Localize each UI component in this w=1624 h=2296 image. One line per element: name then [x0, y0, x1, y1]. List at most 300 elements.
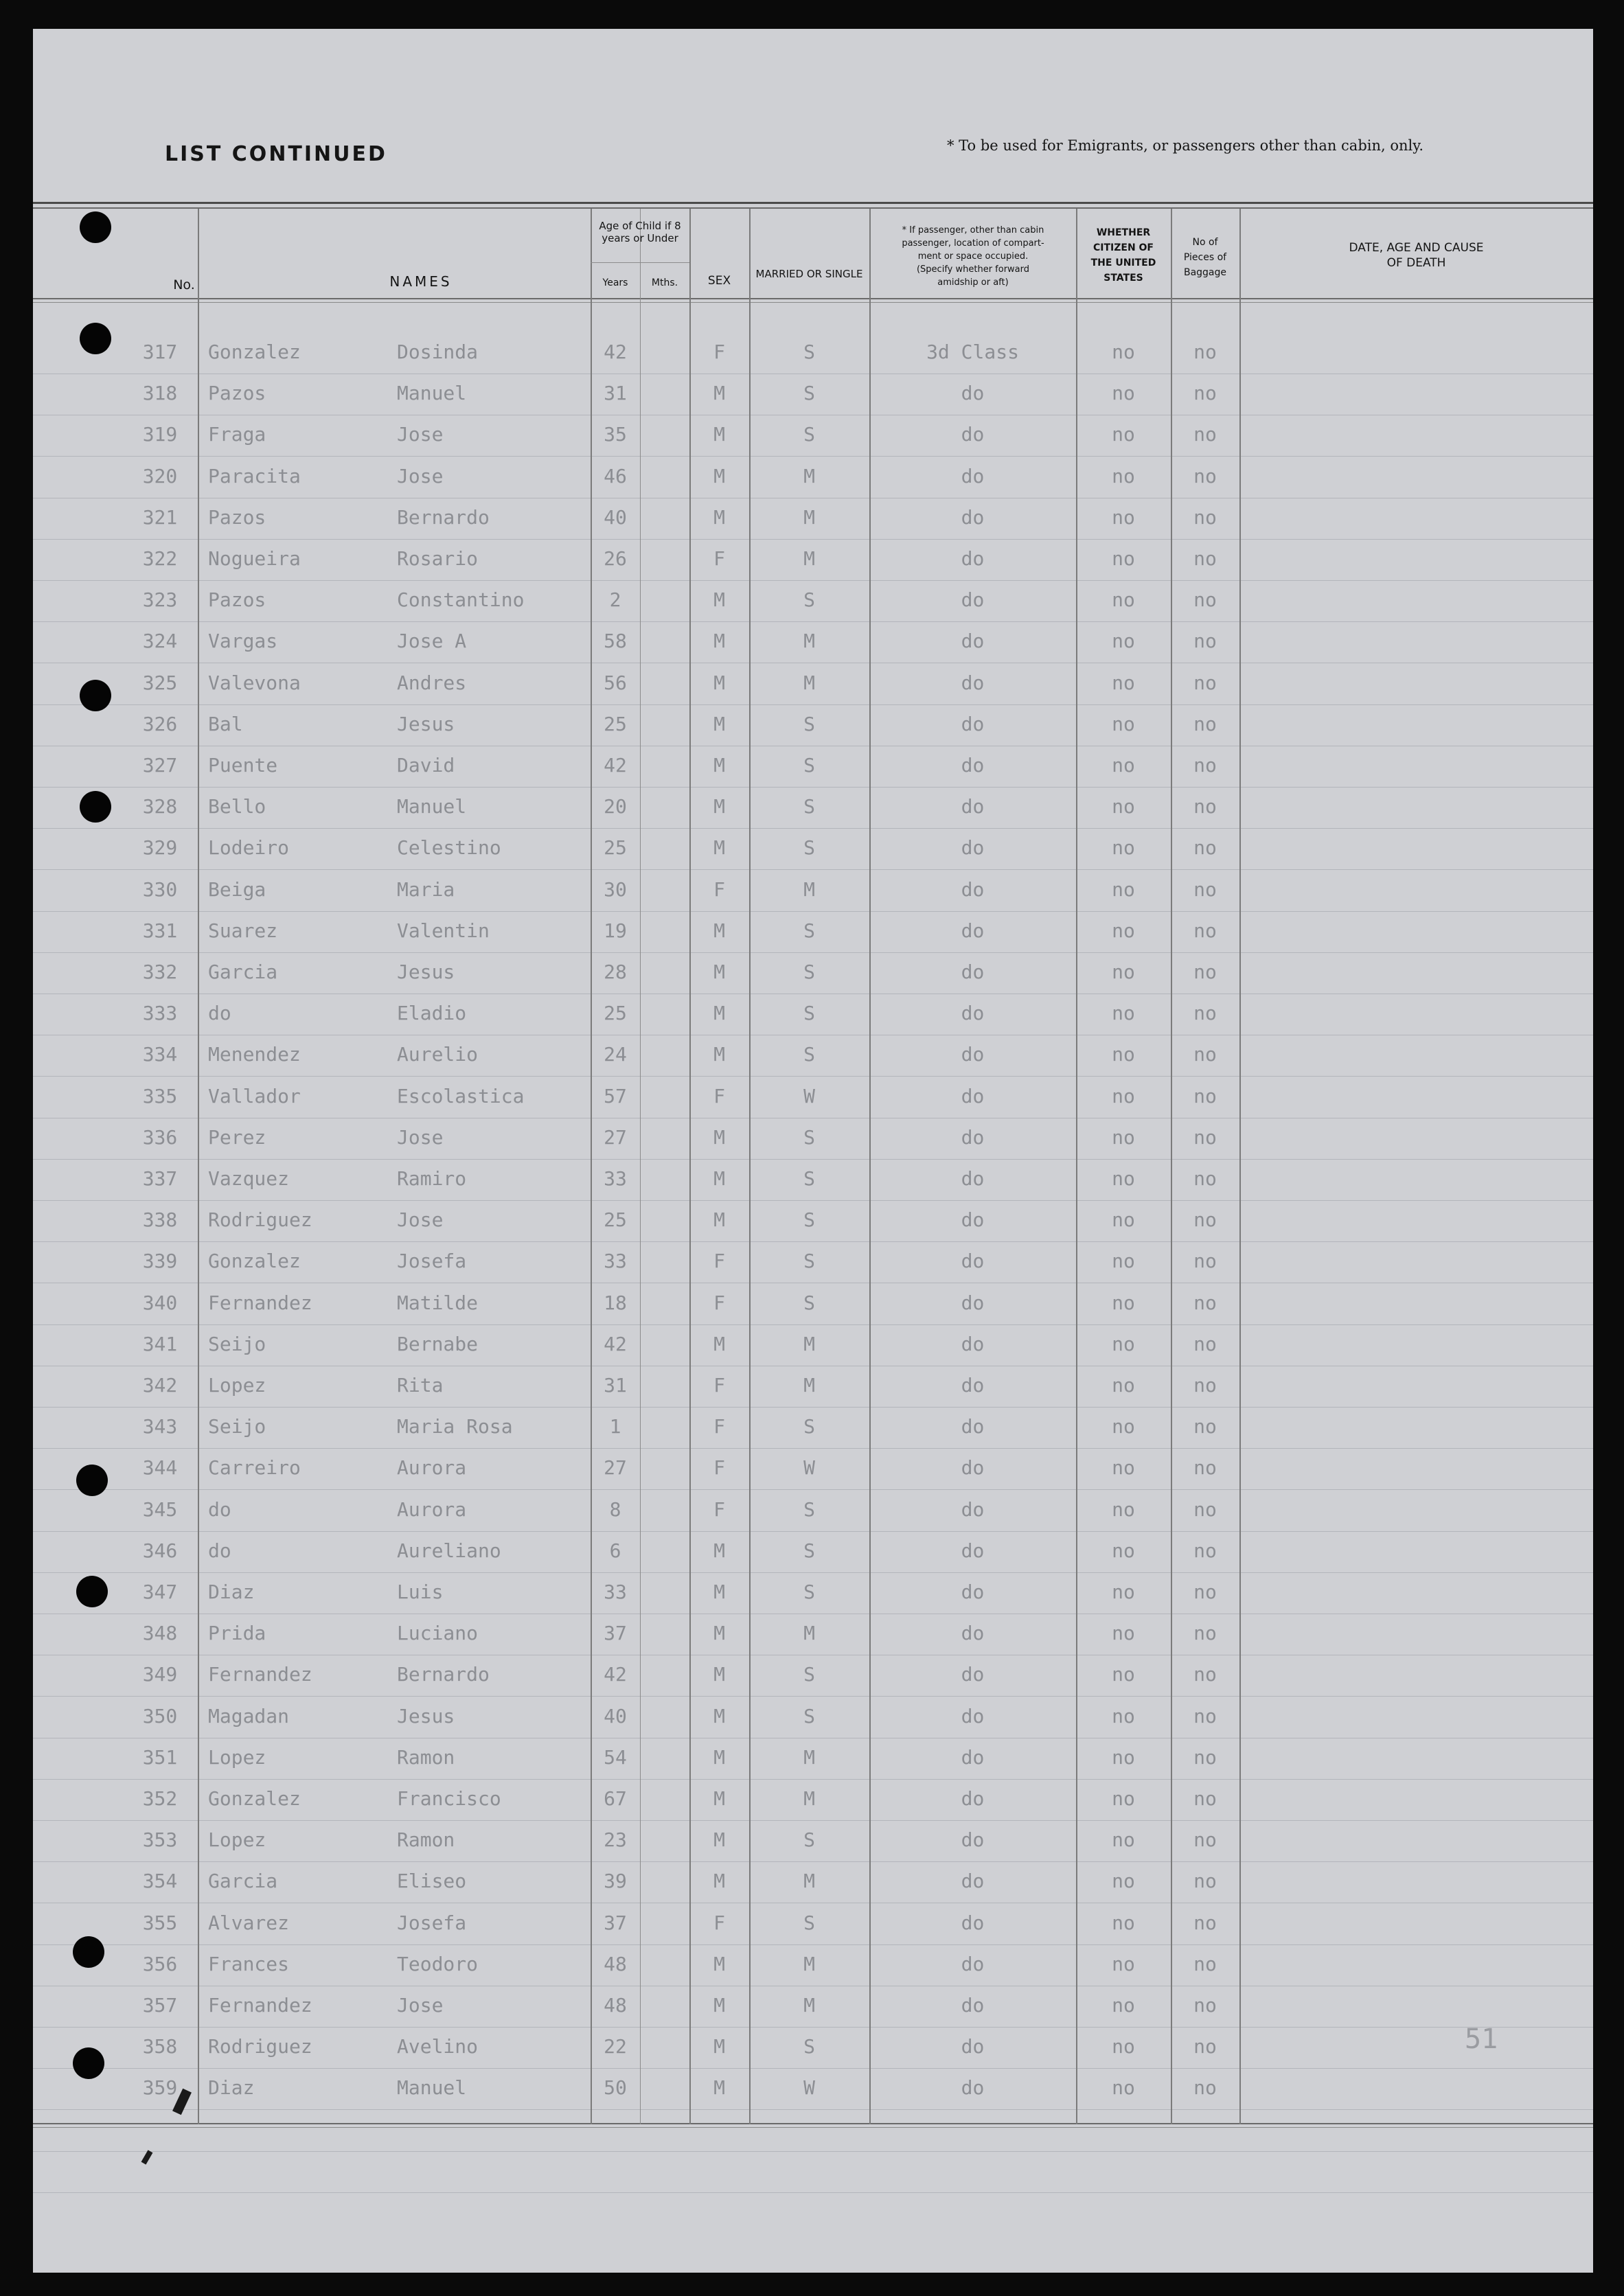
row-sex: F: [713, 1250, 725, 1272]
row-age: 37: [604, 1912, 627, 1934]
row-location: do: [961, 1539, 985, 1562]
row-location: do: [961, 1043, 985, 1066]
row-surname: Pazos: [208, 506, 266, 529]
row-sex: M: [713, 713, 725, 735]
row-number: 349: [142, 1663, 178, 1686]
row-citizen: no: [1112, 961, 1135, 983]
citizen-line-2: CITIZEN OF: [1093, 242, 1154, 253]
row-number: 340: [142, 1292, 178, 1314]
row-number: 346: [142, 1539, 178, 1562]
header-bottom-rule: [33, 298, 1593, 299]
row-citizen: no: [1112, 1539, 1135, 1562]
row-number: 319: [142, 423, 178, 446]
row-citizen: no: [1112, 1415, 1135, 1438]
row-citizen: no: [1112, 1456, 1135, 1479]
row-location: do: [961, 713, 985, 735]
row-surname: Beiga: [208, 878, 266, 901]
row-given-name: Ramiro: [397, 1167, 467, 1190]
row-marital-status: S: [803, 1002, 815, 1024]
row-location: do: [961, 1622, 985, 1644]
row-number: 353: [142, 1828, 178, 1851]
passenger-line-5: amidship or aft): [937, 277, 1009, 288]
row-citizen: no: [1112, 836, 1135, 859]
ruled-line: [33, 1572, 1593, 1573]
punch-hole: [76, 1576, 108, 1607]
death-line-1: DATE, AGE AND CAUSE: [1349, 241, 1484, 255]
punch-hole: [80, 211, 111, 243]
row-surname: Bello: [208, 795, 266, 818]
row-baggage: no: [1193, 961, 1217, 983]
row-given-name: Aurora: [397, 1498, 467, 1521]
row-surname: Vargas: [208, 630, 278, 652]
row-age: 22: [604, 2035, 627, 2058]
row-marital-status: M: [803, 1994, 815, 2017]
row-baggage: no: [1193, 2035, 1217, 2058]
row-age: 40: [604, 1705, 627, 1727]
row-sex: F: [713, 1085, 725, 1107]
row-marital-status: M: [803, 878, 815, 901]
row-baggage: no: [1193, 1043, 1217, 1066]
ruled-line: [33, 787, 1593, 788]
row-sex: M: [713, 1581, 725, 1603]
row-sex: M: [713, 1746, 725, 1769]
row-given-name: Francisco: [397, 1787, 501, 1810]
ruled-line: [33, 1324, 1593, 1325]
row-given-name: Jesus: [397, 713, 455, 735]
row-number: 347: [142, 1581, 178, 1603]
row-number: 331: [142, 919, 178, 942]
row-sex: M: [713, 1126, 725, 1149]
punch-hole: [73, 2047, 104, 2079]
row-marital-status: S: [803, 1539, 815, 1562]
row-marital-status: S: [803, 1663, 815, 1686]
row-citizen: no: [1112, 382, 1135, 404]
row-marital-status: S: [803, 1208, 815, 1231]
passenger-line-3: ment or space occupied.: [917, 251, 1029, 262]
row-citizen: no: [1112, 1581, 1135, 1603]
row-baggage: no: [1193, 754, 1217, 777]
ruled-line: [33, 1820, 1593, 1821]
row-location: do: [961, 1456, 985, 1479]
row-citizen: no: [1112, 754, 1135, 777]
row-marital-status: S: [803, 713, 815, 735]
row-marital-status: W: [803, 2076, 815, 2099]
row-surname: do: [208, 1539, 231, 1562]
row-baggage: no: [1193, 1374, 1217, 1397]
row-age: 58: [604, 630, 627, 652]
row-citizen: no: [1112, 1498, 1135, 1521]
row-citizen: no: [1112, 465, 1135, 487]
row-baggage: no: [1193, 919, 1217, 942]
row-surname: Nogueira: [208, 547, 301, 570]
row-given-name: Jose: [397, 1994, 444, 2017]
row-sex: F: [713, 1498, 725, 1521]
row-given-name: Ramon: [397, 1746, 455, 1769]
row-number: 354: [142, 1870, 178, 1892]
row-location: do: [961, 795, 985, 818]
ruled-line: [33, 1448, 1593, 1449]
row-surname: Prida: [208, 1622, 266, 1644]
row-sex: F: [713, 1415, 725, 1438]
ruled-line: [33, 456, 1593, 457]
row-citizen: no: [1112, 588, 1135, 611]
row-citizen: no: [1112, 713, 1135, 735]
row-surname: Gonzalez: [208, 341, 301, 363]
ruled-line: [33, 1076, 1593, 1077]
row-marital-status: S: [803, 1828, 815, 1851]
baggage-line-1: No of: [1192, 237, 1218, 248]
row-baggage: no: [1193, 1622, 1217, 1644]
ruled-line: [33, 869, 1593, 870]
row-surname: Fraga: [208, 423, 266, 446]
row-citizen: no: [1112, 1085, 1135, 1107]
row-location: do: [961, 1746, 985, 1769]
row-location: do: [961, 1167, 985, 1190]
row-given-name: Maria Rosa: [397, 1415, 513, 1438]
row-citizen: no: [1112, 630, 1135, 652]
row-location: do: [961, 836, 985, 859]
row-location: do: [961, 588, 985, 611]
row-marital-status: S: [803, 836, 815, 859]
row-given-name: Luciano: [397, 1622, 479, 1644]
row-number: 327: [142, 754, 178, 777]
row-surname: Diaz: [208, 1581, 255, 1603]
row-baggage: no: [1193, 1333, 1217, 1355]
row-marital-status: S: [803, 1581, 815, 1603]
row-citizen: no: [1112, 1167, 1135, 1190]
row-number: 343: [142, 1415, 178, 1438]
row-location: do: [961, 382, 985, 404]
punch-hole: [76, 1465, 108, 1496]
row-baggage: no: [1193, 1126, 1217, 1149]
row-age: 19: [604, 919, 627, 942]
row-given-name: Josefa: [397, 1250, 467, 1272]
ruled-line: [33, 2068, 1593, 2069]
row-given-name: Constantino: [397, 588, 525, 611]
row-citizen: no: [1112, 2076, 1135, 2099]
punch-hole: [80, 680, 111, 711]
row-sex: M: [713, 1002, 725, 1024]
row-marital-status: S: [803, 754, 815, 777]
row-location: do: [961, 1787, 985, 1810]
row-sex: M: [713, 423, 725, 446]
row-number: 326: [142, 713, 178, 735]
row-sex: M: [713, 919, 725, 942]
header-months: Mths.: [651, 277, 678, 288]
row-number: 323: [142, 588, 178, 611]
top-rule-2: [33, 207, 1593, 209]
row-baggage: no: [1193, 1787, 1217, 1810]
list-title: LIST CONTINUED: [165, 142, 387, 166]
row-age: 6: [609, 1539, 621, 1562]
row-surname: do: [208, 1498, 231, 1521]
row-surname: Suarez: [208, 919, 278, 942]
row-number: 350: [142, 1705, 178, 1727]
ruled-line: [33, 1489, 1593, 1490]
header-age: Age of Child if 8 years or Under: [599, 220, 681, 244]
row-citizen: no: [1112, 1622, 1135, 1644]
row-baggage: no: [1193, 1415, 1217, 1438]
row-number: 333: [142, 1002, 178, 1024]
row-baggage: no: [1193, 1456, 1217, 1479]
row-sex: F: [713, 1912, 725, 1934]
row-sex: M: [713, 1994, 725, 2017]
ruled-line: [33, 1696, 1593, 1697]
row-marital-status: S: [803, 423, 815, 446]
row-number: 344: [142, 1456, 178, 1479]
row-marital-status: S: [803, 1705, 815, 1727]
row-number: 341: [142, 1333, 178, 1355]
row-age: 2: [609, 588, 621, 611]
row-surname: Paracita: [208, 465, 301, 487]
row-location: do: [961, 506, 985, 529]
citizen-line-3: THE UNITED: [1090, 257, 1156, 268]
row-sex: M: [713, 465, 725, 487]
row-baggage: no: [1193, 506, 1217, 529]
row-given-name: Jose: [397, 423, 444, 446]
row-surname: Lopez: [208, 1746, 266, 1769]
row-marital-status: M: [803, 1374, 815, 1397]
ruled-line: [33, 539, 1593, 540]
row-age: 48: [604, 1994, 627, 2017]
row-age: 57: [604, 1085, 627, 1107]
table-bottom-rule: [33, 2123, 1593, 2124]
row-baggage: no: [1193, 1002, 1217, 1024]
header-no: No.: [173, 277, 195, 292]
row-given-name: Bernardo: [397, 1663, 490, 1686]
row-baggage: no: [1193, 1085, 1217, 1107]
row-number: 336: [142, 1126, 178, 1149]
row-marital-status: S: [803, 1415, 815, 1438]
row-given-name: Rosario: [397, 547, 479, 570]
row-citizen: no: [1112, 1787, 1135, 1810]
row-age: 33: [604, 1167, 627, 1190]
row-marital-status: S: [803, 2035, 815, 2058]
row-given-name: Eladio: [397, 1002, 467, 1024]
row-location: do: [961, 1002, 985, 1024]
row-given-name: Josefa: [397, 1912, 467, 1934]
punch-hole: [80, 323, 111, 354]
row-sex: M: [713, 836, 725, 859]
passenger-line-4: (Specify whether forward: [916, 264, 1030, 275]
row-age: 24: [604, 1043, 627, 1066]
row-sex: M: [713, 506, 725, 529]
row-surname: Gonzalez: [208, 1787, 301, 1810]
row-age: 25: [604, 1002, 627, 1024]
ruled-line: [33, 704, 1593, 705]
row-number: 358: [142, 2035, 178, 2058]
row-number: 324: [142, 630, 178, 652]
row-citizen: no: [1112, 878, 1135, 901]
row-surname: Vazquez: [208, 1167, 290, 1190]
row-marital-status: S: [803, 382, 815, 404]
row-marital-status: S: [803, 1912, 815, 1934]
row-surname: Perez: [208, 1126, 266, 1149]
row-location: do: [961, 754, 985, 777]
row-surname: Diaz: [208, 2076, 255, 2099]
row-baggage: no: [1193, 836, 1217, 859]
row-number: 348: [142, 1622, 178, 1644]
row-number: 334: [142, 1043, 178, 1066]
row-citizen: no: [1112, 547, 1135, 570]
row-marital-status: S: [803, 919, 815, 942]
passenger-line-1: * If passenger, other than cabin: [902, 225, 1044, 236]
row-surname: Gonzalez: [208, 1250, 301, 1272]
row-age: 27: [604, 1126, 627, 1149]
row-age: 31: [604, 1374, 627, 1397]
row-given-name: Luis: [397, 1581, 444, 1603]
row-given-name: Avelino: [397, 2035, 479, 2058]
row-number: 320: [142, 465, 178, 487]
row-location: do: [961, 671, 985, 694]
row-baggage: no: [1193, 1292, 1217, 1314]
row-sex: M: [713, 2076, 725, 2099]
row-age: 20: [604, 795, 627, 818]
row-baggage: no: [1193, 1663, 1217, 1686]
top-rule: [33, 202, 1593, 204]
death-line-2: OF DEATH: [1386, 256, 1446, 270]
ruled-line: [33, 2151, 1593, 2152]
header-death: [1239, 240, 1593, 271]
row-marital-status: M: [803, 630, 815, 652]
row-surname: Carreiro: [208, 1456, 301, 1479]
row-location: do: [961, 465, 985, 487]
row-citizen: no: [1112, 423, 1135, 446]
row-location: do: [961, 1126, 985, 1149]
row-location: do: [961, 1994, 985, 2017]
row-given-name: Manuel: [397, 2076, 467, 2099]
row-given-name: Manuel: [397, 795, 467, 818]
row-surname: do: [208, 1002, 231, 1024]
row-number: 322: [142, 547, 178, 570]
row-baggage: no: [1193, 630, 1217, 652]
row-given-name: Andres: [397, 671, 467, 694]
row-sex: M: [713, 588, 725, 611]
row-location: do: [961, 961, 985, 983]
row-number: 318: [142, 382, 178, 404]
row-location: do: [961, 1333, 985, 1355]
row-citizen: no: [1112, 1828, 1135, 1851]
row-age: 39: [604, 1870, 627, 1892]
row-citizen: no: [1112, 1126, 1135, 1149]
row-age: 67: [604, 1787, 627, 1810]
row-number: 332: [142, 961, 178, 983]
row-citizen: no: [1112, 1043, 1135, 1066]
row-given-name: Escolastica: [397, 1085, 525, 1107]
row-citizen: no: [1112, 1994, 1135, 2017]
row-sex: M: [713, 1828, 725, 1851]
row-surname: Fernandez: [208, 1663, 312, 1686]
row-given-name: Aurelio: [397, 1043, 479, 1066]
row-baggage: no: [1193, 1539, 1217, 1562]
row-surname: Rodriguez: [208, 1208, 312, 1231]
row-surname: Vallador: [208, 1085, 301, 1107]
col-sep-years: [640, 209, 641, 2124]
row-surname: Lopez: [208, 1374, 266, 1397]
row-age: 42: [604, 754, 627, 777]
row-age: 40: [604, 506, 627, 529]
row-number: 357: [142, 1994, 178, 2017]
row-age: 35: [604, 423, 627, 446]
row-baggage: no: [1193, 1167, 1217, 1190]
row-baggage: no: [1193, 1250, 1217, 1272]
row-marital-status: S: [803, 1043, 815, 1066]
row-age: 37: [604, 1622, 627, 1644]
row-age: 25: [604, 713, 627, 735]
row-number: 355: [142, 1912, 178, 1934]
row-number: 330: [142, 878, 178, 901]
row-age: 1: [609, 1415, 621, 1438]
row-sex: F: [713, 1292, 725, 1314]
row-marital-status: M: [803, 506, 815, 529]
row-location: do: [961, 1663, 985, 1686]
row-sex: M: [713, 1787, 725, 1810]
row-sex: M: [713, 795, 725, 818]
row-age: 56: [604, 671, 627, 694]
row-sex: F: [713, 341, 725, 363]
row-sex: M: [713, 1208, 725, 1231]
row-citizen: no: [1112, 1912, 1135, 1934]
row-age: 50: [604, 2076, 627, 2099]
row-location: do: [961, 2035, 985, 2058]
row-location: do: [961, 1415, 985, 1438]
row-location: do: [961, 1581, 985, 1603]
row-marital-status: S: [803, 1126, 815, 1149]
row-baggage: no: [1193, 2076, 1217, 2099]
row-given-name: Valentin: [397, 919, 490, 942]
row-citizen: no: [1112, 1208, 1135, 1231]
row-age: 33: [604, 1250, 627, 1272]
row-surname: Garcia: [208, 961, 278, 983]
header-years: Years: [602, 277, 628, 288]
row-baggage: no: [1193, 382, 1217, 404]
row-sex: M: [713, 1043, 725, 1066]
header-passenger-location: [871, 224, 1075, 289]
row-number: 339: [142, 1250, 178, 1272]
citizen-line-1: WHETHER: [1096, 227, 1151, 238]
row-baggage: no: [1193, 1208, 1217, 1231]
ruled-line: [33, 1241, 1593, 1242]
ruled-line: [33, 952, 1593, 953]
row-sex: F: [713, 878, 725, 901]
row-surname: Lodeiro: [208, 836, 290, 859]
row-location: do: [961, 547, 985, 570]
row-location: do: [961, 1498, 985, 1521]
row-number: 335: [142, 1085, 178, 1107]
col-sep-baggage: [1239, 209, 1241, 2124]
ruled-line: [33, 1779, 1593, 1780]
baggage-line-3: Baggage: [1183, 267, 1227, 278]
col-sep-no: [198, 209, 199, 2124]
row-location: do: [961, 1828, 985, 1851]
row-surname: Garcia: [208, 1870, 278, 1892]
row-number: 338: [142, 1208, 178, 1231]
row-given-name: Manuel: [397, 382, 467, 404]
row-marital-status: W: [803, 1456, 815, 1479]
row-surname: Pazos: [208, 588, 266, 611]
row-age: 42: [604, 1663, 627, 1686]
ruled-line: [33, 1159, 1593, 1160]
row-marital-status: M: [803, 1622, 815, 1644]
header-married: MARRIED OR SINGLE: [755, 268, 863, 280]
row-location: do: [961, 423, 985, 446]
row-surname: Frances: [208, 1953, 290, 1975]
row-number: 325: [142, 671, 178, 694]
row-baggage: no: [1193, 1912, 1217, 1934]
row-age: 25: [604, 1208, 627, 1231]
row-citizen: no: [1112, 1002, 1135, 1024]
ruled-line: [33, 580, 1593, 581]
